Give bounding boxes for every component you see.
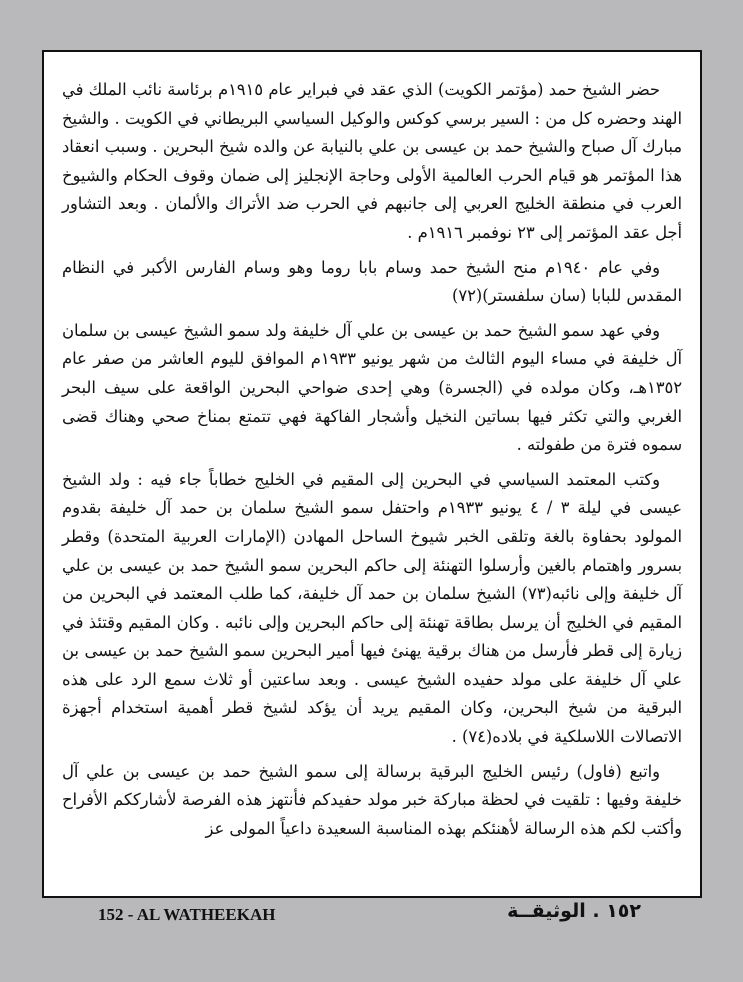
paragraph-3: وفي عهد سمو الشيخ حمد بن عيسى بن علي آل خليفة ولد سمو الشيخ عيسى بن سلمان آل خليفة في مساء اليوم الثالث من شهر يونيو ١٩٣٣م الموافق لليوم العاشر من صفر عام ١٣٥٢هـ، وكان مولده في (الجسرة) وهي إحدى ضواحي البحرين الواقعة على سيف البحر الغربي والتي تكثر فيها بساتين النخيل وأشجار الفاكهة فهي تتمتع بمناخ صحي وهناك قضى سموه فترة من طفولته .	[62, 320, 682, 455]
paragraph-4: وكتب المعتمد السياسي في البحرين إلى المقيم في الخليج خطاباً جاء فيه : ولد الشيخ عيسى في ليلة ٣ / ٤ يونيو ١٩٣٣م واحتفل سمو الشيخ سلمان بن حمد آل خليفة بقدوم المولود بحفاوة بالغة وتلقى الخبر شيوخ الساحل المهادن (الإمارات العربية المتحدة) وقطر بسرور واهتمام بالغين وأرسلوا التهنئة إلى حاكم البحرين سمو الشيخ حمد بن عيسى بن علي آل خليفة وإلى نائبه(٧٣) الشيخ سلمان بن حمد آل خليفة، كما طلب المعتمد في البحرين من المقيم في الخليج أن يرسل بطاقة تهنئة إلى حاكم البحرين وإلى نائبه . وكان المقيم وقتئذ في زيارة إلى قطر فأرسل من هناك برقية يهنئ فيها أمير البحرين سمو الشيخ حمد بن عيسى بن علي آل خليفة على مولد حفيده الشيخ عيسى . وبعد ساعتين أو ثلاث سمع الرد على هذه البرقية من شيخ البحرين، وكان المقيم يريد أن يؤكد لشيخ قطر أهمية استخدام أجهزة الاتصالات اللاسلكية في بلاده(٧٤) .	[62, 469, 682, 747]
paragraph-5: واتبع (فاول) رئيس الخليج البرقية برسالة إلى سمو الشيخ حمد بن عيسى بن علي آل خليفة وفيها : تلقيت في لحظة مباركة خبر مولد حفيدكم فأنتهز هذه الفرصة لأشارككم الأفراح وأكتب لكم هذه الرسالة لأهنئكم بهذه المناسبة السعيدة داعياً المولى عز	[62, 761, 682, 838]
page-frame	[42, 50, 702, 898]
paragraph-1: حضر الشيخ حمد (مؤتمر الكويت) الذي عقد في فبراير عام ١٩١٥م برئاسة نائب الملك في الهند وحضره كل من : السير برسي كوكس والوكيل السياسي البريطاني في الكويت . والشيخ مبارك آل صباح والشيخ حمد بن عيسى بن علي بالنيابة عن والده شيخ البحرين . وسبب انعقاد هذا المؤتمر هو قيام الحرب العالمية الأولى وحاجة الإنجليز إلى ضمان وقوف الحكام والشيوخ العرب في منطقة الخليج العربي إلى جانبهم في الحرب ضد الأتراك والألمان . وبعد التشاور أجل عقد المؤتمر إلى ٢٣ نوفمبر ١٩١٦م .	[62, 80, 682, 242]
paragraph-2: وفي عام ١٩٤٠م منح الشيخ حمد وسام بابا روما وهو وسام الفارس الأكبر في النظام المقدس للبابا (سان سلفستر)(٧٢)	[62, 257, 682, 306]
footer-page-label-english: 152 - AL WATHEEKAH	[98, 905, 276, 924]
footer-page-label-arabic: ١٥٢ . الوثيقــة	[507, 900, 641, 922]
article-body	[62, 76, 682, 849]
